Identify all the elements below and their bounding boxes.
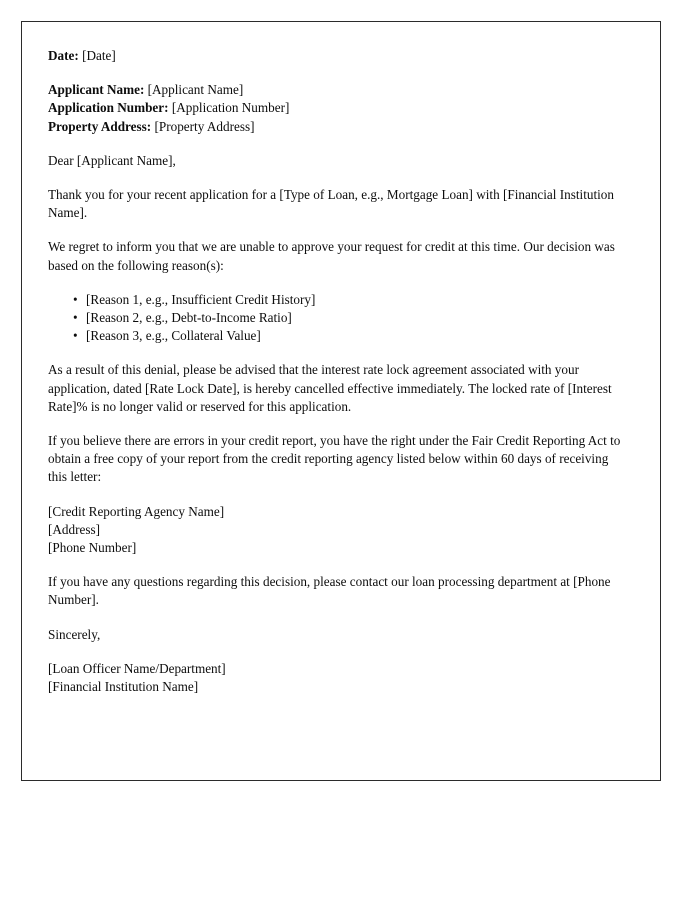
bullet-icon: • bbox=[73, 291, 78, 307]
spacer-before-agency bbox=[48, 487, 628, 503]
denial-reason-list bbox=[48, 291, 628, 346]
paragraph-denial: We regret to inform you that we are unable to approve your request for credit at this time. Our decision was based on the following reason(s): bbox=[48, 239, 615, 273]
signature-block bbox=[48, 660, 628, 696]
list-item bbox=[48, 309, 628, 327]
agency-name: [Credit Reporting Agency Name] bbox=[48, 503, 225, 519]
spacer-after-header bbox=[48, 136, 628, 152]
application-number-value: [Application Number] bbox=[171, 100, 290, 116]
signer-name: [Loan Officer Name/Department] bbox=[48, 660, 226, 676]
application-number-line bbox=[48, 99, 628, 117]
bullet-icon: • bbox=[73, 328, 78, 344]
spacer-after-sign-off bbox=[48, 644, 628, 660]
signer-institution: [Financial Institution Name] bbox=[48, 679, 199, 695]
credit-agency-block bbox=[48, 503, 628, 558]
reason-text: [Reason 2, e.g., Debt-to-Income Ratio] bbox=[86, 310, 292, 326]
paragraph-questions: If you have any questions regarding this decision, please contact our loan processing department at [Phone Number]. bbox=[48, 574, 611, 608]
list-item bbox=[48, 291, 628, 309]
spacer-after-reasons bbox=[48, 345, 628, 361]
spacer-before-closing bbox=[48, 610, 628, 626]
agency-phone: [Phone Number] bbox=[48, 540, 137, 556]
spacer-after-intro bbox=[48, 222, 628, 238]
list-item bbox=[48, 327, 628, 345]
bullet-icon: • bbox=[73, 310, 78, 326]
spacer-after-salutation bbox=[48, 170, 628, 186]
date-label: Date: bbox=[48, 48, 79, 63]
application-number-label: Application Number: bbox=[48, 100, 169, 116]
date-value: [Date] bbox=[82, 48, 116, 63]
date-line bbox=[48, 47, 628, 65]
property-address-label: Property Address: bbox=[48, 118, 152, 134]
property-address-value: [Property Address] bbox=[154, 118, 255, 134]
paragraph-rate-lock: As a result of this denial, please be advised that the interest rate lock agreement associated with your application, dated [Rate Lock Date], is hereby cancelled effective immediately. The locked rate of [Interest Rate]% is no longer valid or reserved for this application. bbox=[48, 362, 612, 414]
reason-text: [Reason 1, e.g., Insufficient Credit History] bbox=[86, 291, 316, 307]
spacer-after-date bbox=[48, 65, 628, 81]
paragraph-intro: Thank you for your recent application for a [Type of Loan, e.g., Mortgage Loan] with [Financial Institution Name]. bbox=[48, 187, 614, 221]
sign-off: Sincerely, bbox=[48, 626, 101, 642]
letter-page-frame bbox=[21, 21, 661, 781]
reason-text: [Reason 3, e.g., Collateral Value] bbox=[86, 328, 261, 344]
salutation: Dear [Applicant Name], bbox=[48, 152, 176, 168]
property-address-line bbox=[48, 118, 628, 136]
agency-address: [Address] bbox=[48, 521, 101, 537]
spacer-after-agency bbox=[48, 557, 628, 573]
applicant-name-line bbox=[48, 81, 628, 99]
paragraph-fcra: If you believe there are errors in your credit report, you have the right under the Fair Credit Reporting Act to obtain a free copy of your report from the credit reporting agency listed below within 60 days of receiving this letter: bbox=[48, 433, 621, 485]
spacer-before-reasons bbox=[48, 275, 628, 291]
applicant-name-value: [Applicant Name] bbox=[147, 82, 244, 98]
spacer-after-rate-lock bbox=[48, 416, 628, 432]
applicant-name-label: Applicant Name: bbox=[48, 82, 145, 98]
letter-content bbox=[48, 47, 628, 696]
